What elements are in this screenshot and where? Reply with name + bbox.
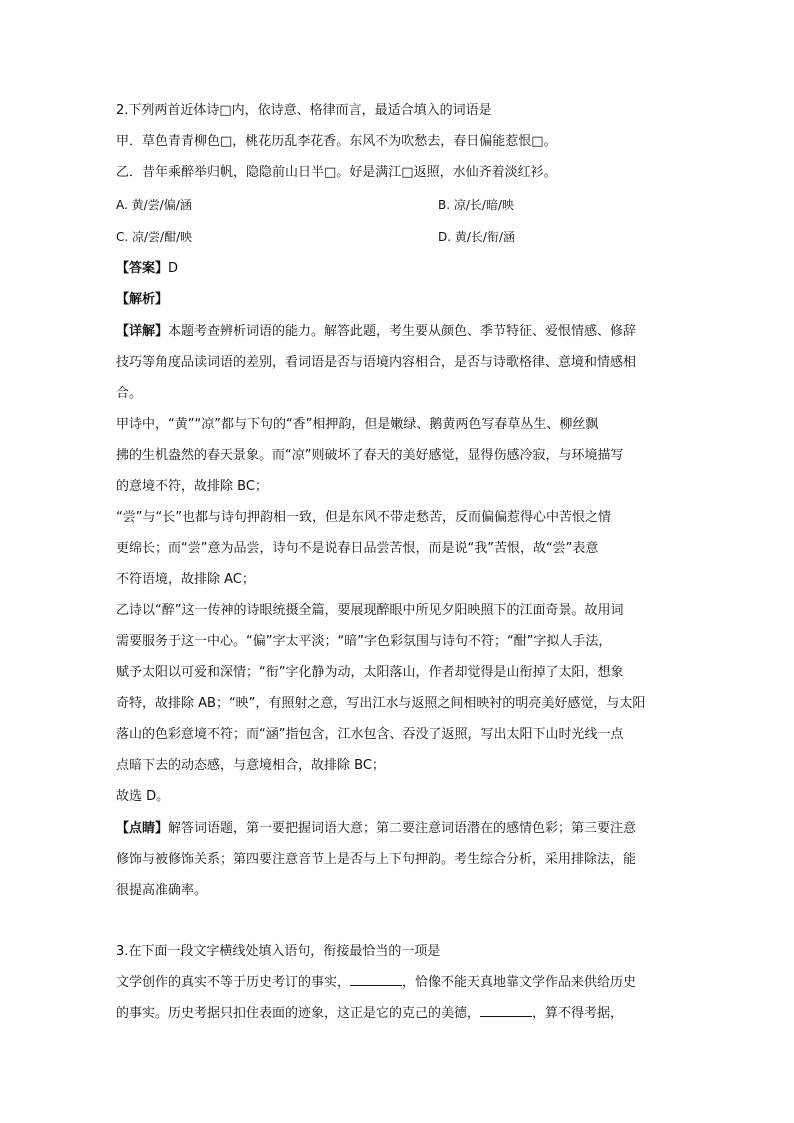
detail-line-12: 赋予太阳以可爱和深情；“衔”字化静为动，太阳落山，作者却觉得是山衔掉了太阳，想象 (116, 665, 624, 680)
remark-line-1 (116, 819, 686, 839)
answer-line (116, 259, 686, 279)
detail-line-16: 故选 D。 (116, 789, 170, 804)
detail-line-11: 需要服务于这一中心。“偏”字太平淡；“暗”字色彩氛围与诗句不符；“酣”字拟人手法， (116, 634, 612, 649)
q3-line1-after: ，恰像不能天真地靠文学作品来供给历史 (402, 975, 637, 990)
remark-line-2: 修饰与被修饰关系；第四要注意音节上是否与上下句押韵。考生综合分析，采用排除法，能 (116, 852, 637, 867)
remark-line-3: 很提高准确率。 (116, 883, 208, 898)
detail-line-13: 奇特，故排除 AB；“映”，有照射之意，写出江水与返照之间相映衬的明亮美好感觉，与太阳 (116, 696, 646, 711)
q3-line1-before: 文学创作的真实不等于历史考订的事实， (116, 975, 351, 990)
detail-line-10: 乙诗以“醉”这一传神的诗眼统摄全篇，要展现醉眼中所见夕阳映照下的江面奇景。故用词 (116, 603, 624, 618)
option-c: C. 凉/尝/酣/映 (116, 230, 193, 244)
option-d: D. 黄/长/衔/涵 (438, 230, 515, 244)
question-3-line-1 (116, 973, 686, 993)
detail-line-8: 更绵长；而“尝”意为品尝，诗句不是说春日品尝苦恨，而是说“我”苦恨，故“尝”表意 (116, 541, 599, 556)
detail-line-14: 落山的色彩意境不符；而“涵”指包含，江水包含、吞没了返照，写出太阳下山时光线一点 (116, 727, 624, 742)
answer-value: D (168, 261, 179, 276)
detail-line-2: 技巧等角度品读词语的差别，看词语是否与语境内容相合，是否与诗歌格律、意境和情感相 (116, 355, 637, 370)
detail-tag: 【详解】 (116, 324, 169, 339)
fill-blank-1 (350, 985, 402, 986)
detail-line-7: “尝”与“长”也都与诗句押韵相一致，但是东风不带走愁苦，反而偏偏惹得心中苦恨之情 (116, 510, 611, 525)
q3-line2-before: 的事实。历史考据只扣住表面的迹象，这正是它的克己的美德， (116, 1006, 481, 1021)
analysis-tag: 【解析】 (116, 292, 169, 307)
detail-line-3: 合。 (116, 386, 143, 401)
poem-jia: 甲．草色青青柳色□，桃花历乱李花香。东风不为吹愁去，春日偏能惹恨□。 (116, 134, 557, 149)
detail-line-9: 不符语境，故排除 AC； (116, 572, 255, 587)
question-2-stem: 2.下列两首近体诗□内，依诗意、格律而言，最适合填入的词语是 (116, 103, 492, 118)
remark-tag: 【点睛】 (116, 821, 169, 836)
q3-line2-after: ，算不得考据， (532, 1006, 624, 1021)
answer-tag: 【答案】 (116, 261, 169, 276)
poem-yi: 乙．昔年乘醉举归帆，隐隐前山日半□。好是满江□返照，水仙齐着淡红衫。 (116, 165, 557, 180)
detail-line-6: 的意境不符，故排除 BC； (116, 479, 268, 494)
detail-line-5: 拂的生机盎然的春天景象。而“凉”则破坏了春天的美好感觉，显得伤感冷寂，与环境描写 (116, 448, 624, 463)
detail-text: 本题考查辨析词语的能力。解答此题，考生要从颜色、季节特征、爱恨情感、修辞 (168, 324, 637, 339)
detail-line-15: 点暗下去的动态感，与意境相合，故排除 BC； (116, 758, 385, 773)
detail-line-4: 甲诗中，“黄”“凉”都与下句的“香”相押韵，但是嫩绿、鹅黄两色写春草丛生、柳丝飘 (116, 417, 599, 432)
question-3-stem: 3.在下面一段文字横线处填入语句，衔接最恰当的一项是 (116, 944, 441, 959)
detail-line-1 (116, 322, 686, 342)
option-b: B. 凉/长/暗/映 (438, 198, 514, 212)
remark-text: 解答词语题，第一要把握词语大意；第二要注意词语潜在的感情色彩；第三要注意 (168, 821, 637, 836)
question-3-line-2 (116, 1004, 686, 1024)
fill-blank-2 (480, 1016, 532, 1017)
option-a: A. 黄/尝/偏/涵 (116, 198, 192, 212)
